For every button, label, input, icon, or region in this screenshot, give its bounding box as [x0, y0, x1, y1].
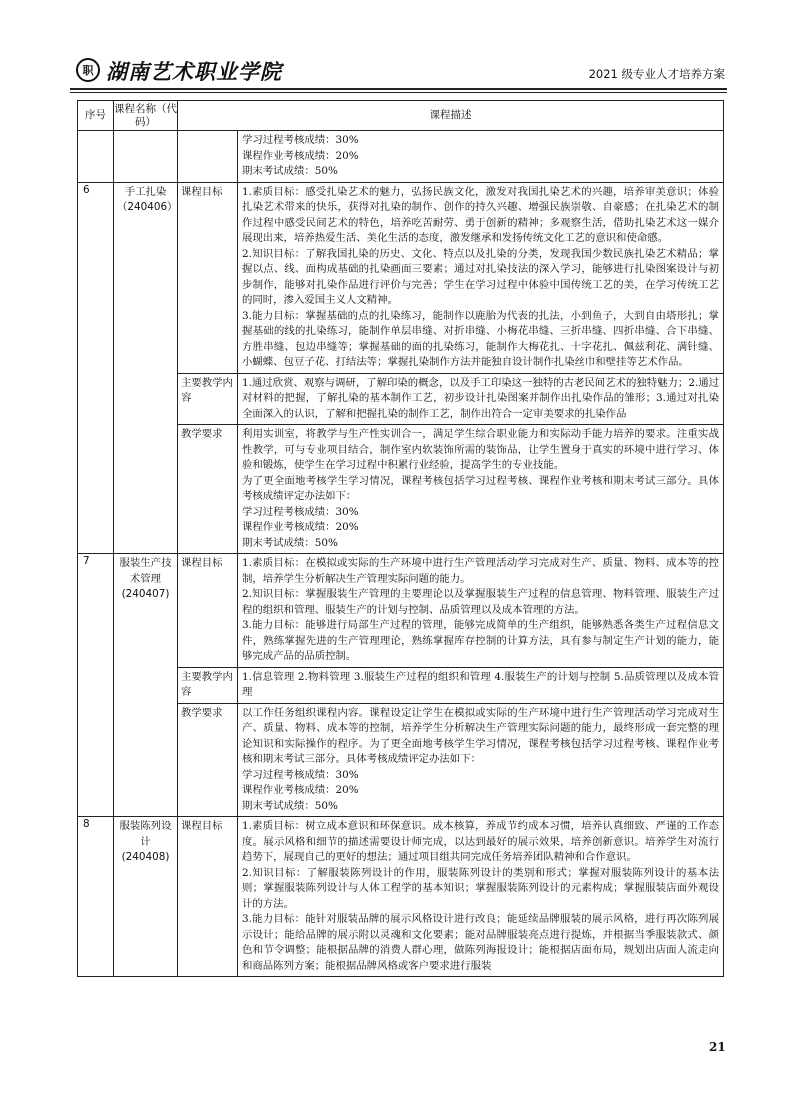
course-table [77, 100, 724, 977]
course-row-section [78, 554, 724, 668]
document-title: 2021 级专业人才培养方案 [588, 67, 725, 81]
column-header-course-name-text: 课程名称（代码） [114, 102, 177, 128]
course-code: (240407) [121, 588, 170, 600]
description-paragraph: 学习过程考核成绩：30% [242, 505, 359, 518]
section-description [238, 425, 724, 554]
description-paragraph: 利用实训室，将教学与生产性实训合一，满足学生综合职业能力和实际动手能力培养的要求。注重实战性教学，可与专业项目结合，制作室内软装饰所需的装饰品，让学生置身于真实的环境中进行学习、体验和锻炼，使学生在学习过程中积累行业经验，提高学生的专业技能。 [242, 428, 719, 471]
description-paragraph: 1.素质目标：感受扎染艺术的魅力，弘扬民族文化，激发对我国扎染艺术的兴趣，培养审美意识；体验扎染艺术带来的快乐，获得对扎染的制作、创作的持久兴趣、增强民族崇敬、自豪感；在扎染艺术的制作过程中感受民间艺术的特色，培养吃苦耐劳、勇于创新的精神；多观察生活，借助扎染艺术这一媒介展现出来，培养热爱生活、美化生活的态度，激发继承和发扬传统文化工艺的意识和使命感。 [242, 185, 719, 244]
section-description [238, 703, 724, 817]
course-number: 6 [78, 182, 114, 554]
description-paragraph: 课程作业考核成绩：20% [242, 521, 359, 533]
table-header-row [78, 101, 724, 131]
continuation-row [78, 131, 724, 183]
course-name-cell [114, 182, 178, 554]
course-row-section [78, 817, 724, 977]
section-aspect-label: 教学要求 [178, 425, 238, 554]
section-aspect-label: 课程目标 [178, 182, 238, 373]
description-paragraph: 3.能力目标：掌握基础的点的扎染练习，能制作以鹿胎为代表的扎法，小到鱼子，大到自由塔形扎；掌握基础的线的扎染练习，能制作单层串缝、对折串缝、小梅花串缝、三折串缝、四折串缝、合下串缝、方胜串缝、包边串缝等；掌握基础的面的扎染练习，能制作大梅花扎、十字花扎、佩兹利花、满针缝、小蝴蝶、包豆子花、打结法等；掌握扎染制作方法并能独自设计制作扎染丝巾和壁挂等艺术作品。 [242, 309, 719, 368]
description-paragraph: 1.素质目标：树立成本意识和环保意识。成本核算，养成节约成本习惯，培养认真细致、严谨的工作态度。展示风格和细节的描述需要设计师完成，以达到最好的展示效果，培养创新意识。培养学生对流行趋势下，展现自己的更好的想法；通过项目组共同完成任务培养团队精神和合作意识。 [242, 820, 719, 863]
description-paragraph: 2.知识目标：了解服装陈列设计的作用，服装陈列设计的类别和形式；掌握对服装陈列设计的基本法则；掌握服装陈列设计与人体工程学的基本知识；掌握服装陈列设计的元素构成；掌握服装店面外观设计的方法。 [242, 866, 719, 910]
section-aspect-label: 课程目标 [178, 817, 238, 977]
description-paragraph: 3.能力目标：能够进行局部生产过程的管理，能够完成简单的生产组织，能够熟悉各类生产过程信息文件，熟练掌握先进的生产管理理论，熟练掌握库存控制的计算方法，具有参与制定生产计划的能力，能够完成产品的品质控制。 [242, 619, 719, 662]
section-description [238, 817, 724, 977]
header-rule [70, 88, 727, 90]
description-paragraph: 为了更全面地考核学生学习情况，课程考核包括学习过程考核、课程作业考核和期末考试三部分。具体考核成绩评定办法如下： [242, 474, 719, 502]
section-aspect-label: 课程目标 [178, 554, 238, 668]
section-description [238, 554, 724, 668]
description-paragraph: 1.信息管理 2.物料管理 3.服装生产过程的组织和管理 4.服装生产的计划与控制 5.品质管理以及成本管理 [242, 670, 719, 698]
description-paragraph: 2.知识目标：了解我国扎染的历史、文化、特点以及扎染的分类，发现我国少数民族扎染艺术精品；掌握以点、线、面构成基础的扎染画面三要素；通过对扎染技法的深入学习，能够进行扎染图案设计与初步制作，能够对扎染作品进行评价与完善；学生在学习过程中体验中国传统工艺的美，在学习传统工艺的同时，渗入爱国主义人文精神。 [242, 247, 719, 306]
course-row-section [78, 182, 724, 373]
section-description [238, 667, 724, 703]
column-header-course-name [114, 101, 178, 131]
section-aspect-label: 教学要求 [178, 703, 238, 817]
course-number: 7 [78, 554, 114, 817]
continuation-line: 学习过程考核成绩：30% [242, 134, 359, 146]
course-code: （240406） [117, 201, 178, 213]
section-aspect-label: 主要教学内容 [178, 667, 238, 703]
course-name: 服装生产技术管理 [119, 557, 172, 585]
course-name-cell [114, 817, 178, 977]
continuation-name-cell [114, 131, 178, 183]
column-header-description: 课程描述 [178, 101, 724, 131]
description-paragraph: 期末考试成绩：50% [242, 536, 338, 549]
description-paragraph: 1.通过欣赏、观察与调研，了解印染的概念，以及手工印染这一独特的古老民间艺术的独特魅力；2.通过对材料的把握，了解扎染的基本制作工艺，初步设计扎染图案并制作出扎染作品的雏形；3.通过对扎染全面深入的认识，了解和把握扎染的制作工艺，制作出符合一定审美要求的扎染作品 [242, 376, 720, 420]
continuation-no-cell [78, 131, 114, 183]
course-number: 8 [78, 817, 114, 977]
continuation-aspect-cell [178, 131, 238, 183]
description-paragraph: 课程作业考核成绩：20% [242, 784, 359, 796]
description-paragraph: 期末考试成绩：50% [242, 799, 338, 812]
course-name-cell [114, 554, 178, 817]
description-paragraph: 学习过程考核成绩：30% [242, 768, 359, 781]
column-header-number: 序号 [78, 101, 114, 131]
description-paragraph: 以工作任务组织课程内容。课程设定让学生在模拟或实际的生产环境中进行生产管理活动学习完成对生产、质量、物料、成本等的控制，培养学生分析解决生产管理实际问题的能力，最终形成一套完整的理论知识和实际操作的程序。为了更全面地考核学生学习情况，课程考核包括学习过程考核、课程作业考核和期末考试三部分。具体考核成绩评定办法如下： [242, 706, 719, 765]
section-description [238, 182, 724, 373]
school-name: 湖南艺术职业学院 [106, 59, 282, 84]
continuation-line: 期末考试成绩：50% [242, 165, 338, 177]
course-name: 服装陈列设计 [119, 820, 172, 848]
header-rule-thin [70, 92, 727, 93]
section-aspect-label: 主要教学内容 [178, 373, 238, 425]
page-number: 21 [709, 1040, 726, 1054]
description-paragraph: 2.知识目标：掌握服装生产管理的主要理论以及掌握服装生产过程的信息管理、物料管理、服装生产过程的组织和管理、服装生产的计划与控制、品质管理以及成本管理的方法。 [242, 588, 719, 616]
description-paragraph: 3.能力目标：能针对服装品牌的展示风格设计进行改良；能延续品牌服装的展示风格，进行再次陈列展示设计；能给品牌的展示附以灵魂和文化要素；能对品牌服装亮点进行提炼，并根据当季服装款式、颜色和节令调整；能根据品牌的消费人群心理，做陈列海报设计；能根据店面布局，规划出店面人流走向和商品陈列方案；能根据品牌风格或客户要求进行服装 [242, 913, 719, 972]
continuation-line: 课程作业考核成绩：20% [242, 149, 359, 162]
course-code: (240408) [121, 851, 170, 863]
page-header [70, 54, 727, 94]
continuation-description [238, 131, 724, 183]
school-logo-icon: 职 [76, 58, 100, 82]
description-paragraph: 1.素质目标：在模拟或实际的生产环境中进行生产管理活动学习完成对生产、质量、物料、成本等的控制，培养学生分析解决生产管理实际问题的能力。 [242, 557, 719, 585]
course-name: 手工扎染 [124, 185, 167, 198]
section-description [238, 373, 724, 425]
